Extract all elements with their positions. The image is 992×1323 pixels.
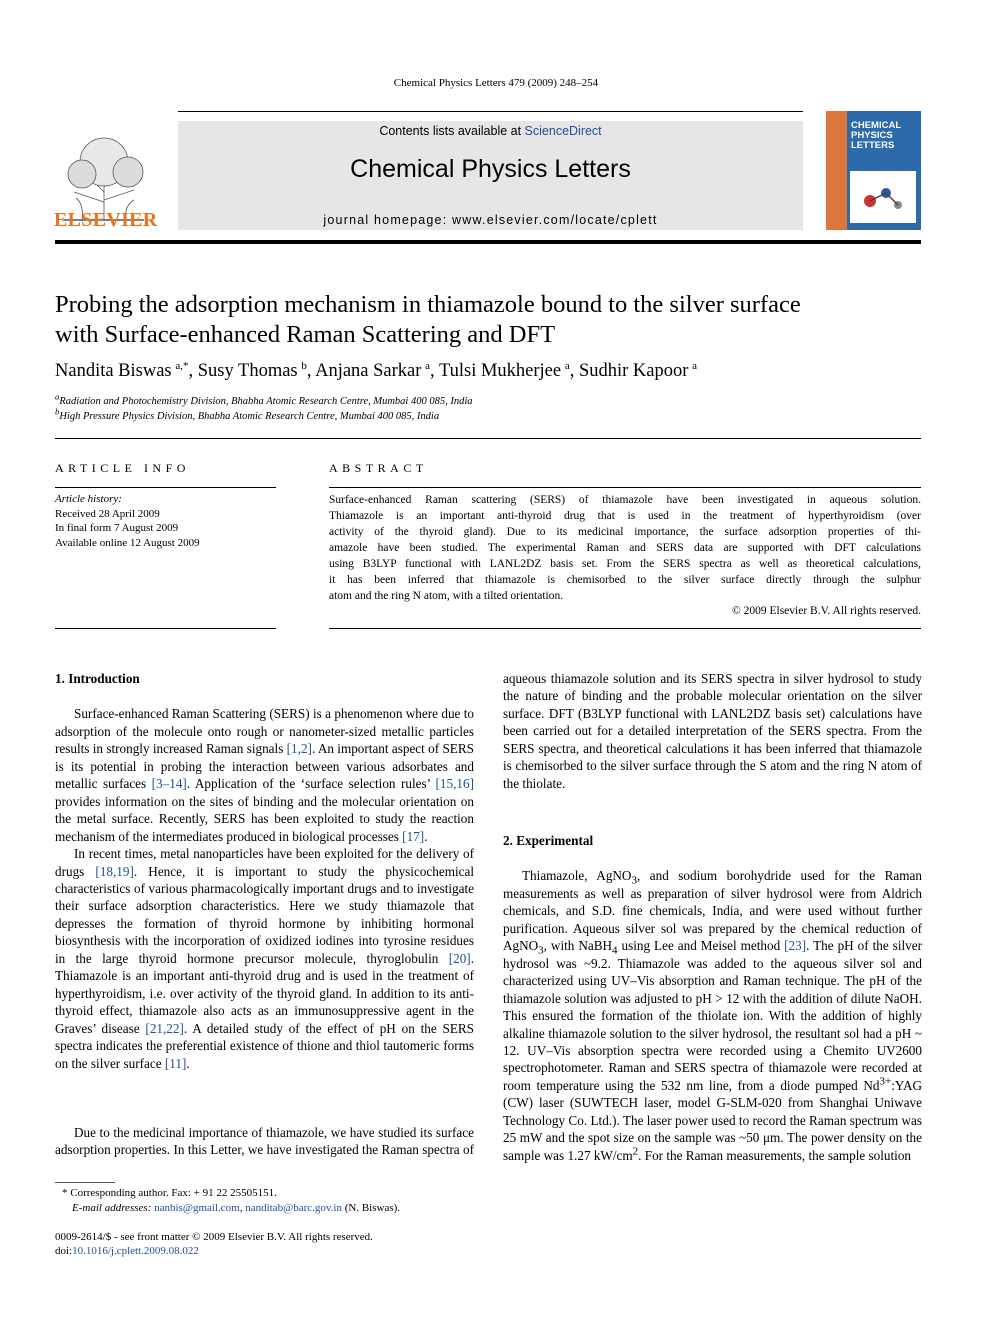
history-received: Received 28 April 2009	[55, 507, 160, 520]
abstract-text	[329, 492, 921, 604]
citation-link[interactable]: [20]	[448, 950, 471, 966]
article-history	[55, 492, 200, 550]
intro-heading: 1. Introduction	[55, 671, 140, 686]
abstract-line: it has been inferred that thiamazole is chemisorbed to the silver surface directly through the sulphur	[329, 574, 921, 586]
experimental-paragraph	[503, 867, 922, 1164]
citation-link[interactable]: [18,19]	[95, 863, 134, 879]
running-header: Chemical Physics Letters 479 (2009) 248–254	[393, 77, 599, 89]
text: . For the Raman measurements, the sample solution	[638, 1147, 912, 1163]
text: using Lee and Meisel method	[617, 938, 785, 954]
article-info-rule	[55, 487, 276, 488]
text: .	[186, 1055, 190, 1071]
citation-link[interactable]: [23]	[784, 938, 807, 954]
experimental-heading: 2. Experimental	[503, 833, 594, 848]
article-info-bottom-rule	[55, 628, 276, 629]
author-affiliation-mark: a	[564, 359, 570, 372]
cover-title	[851, 121, 901, 151]
footnote-rule	[55, 1182, 115, 1183]
experimental-section	[503, 832, 922, 1164]
text: In recent times, metal nanoparticles have been exploited for the delivery of drugs	[55, 846, 474, 879]
cover-title-line3: LETTERS	[851, 140, 895, 151]
affiliation	[55, 391, 473, 407]
intro-paragraph-1	[55, 705, 474, 845]
text: . The pH of the silver hydrosol was ~9.2. Thiamazole was added to the aqueous silver sol and characterized using UV–Vis absorption and Raman technique. The pH of the thiamazole solution was adjusted to pH > 12 with the addition of dilute NaOH. This ensured the formation of the thiolate ion. With the addition of highly alkaline thiamazole solution to the silver hydrosol, the resultant sol had a pH ~ 12. UV–Vis absorption spectra were recorded using a Chemito UV2600 spectrophotometer. Raman and SERS spectra of thiamazole were recorded at room temperature using the 532 nm line, from a diode pumped Nd	[503, 938, 922, 1093]
affiliation-rule	[55, 438, 921, 439]
history-online: Available online 12 August 2009	[55, 536, 200, 549]
superscript: 3+	[879, 1075, 892, 1088]
citation-link[interactable]: [21,22]	[145, 1020, 184, 1036]
header-bottom-rule	[55, 240, 921, 244]
abstract-bottom-rule	[329, 628, 921, 629]
text: . A detailed study of the effect of pH on the SERS spectra indicates the preferential existence of thione and thiol tautomeric forms on the silver surface	[55, 1020, 475, 1071]
text: . Thiamazole is an important anti-thyroid drug and is used in the treatment of hyperthyroidism, i.e. over activity of the thyroid gland. In addition to its anti-thyroid effect, thiamazole also acts as an immunosuppressive agent in the Graves’ disease	[55, 950, 474, 1036]
corresponding-author-note: * Corresponding author. Fax: + 91 22 25505151.	[62, 1187, 277, 1199]
author-name[interactable]: Susy Thomas	[197, 361, 298, 381]
cover-molecule-icon	[850, 171, 916, 223]
affiliation	[55, 406, 440, 422]
affiliation-text: High Pressure Physics Division, Bhabha Atomic Research Centre, Mumbai 400 085, India	[59, 411, 440, 422]
citation-link[interactable]: [11]	[164, 1055, 187, 1071]
abstract-line: amazole have been studied. The experimental Raman and SERS data are supported with DFT calculations	[329, 542, 921, 554]
history-label: Article history:	[55, 493, 122, 505]
affiliation-text: Radiation and Photochemistry Division, Bhabha Atomic Research Centre, Mumbai 400 085, India	[59, 396, 473, 407]
text: . Hence, it is important to study the physicochemical characteristics of various pharmacologically important drugs and to investigate their surface adsorption characteristics. Here we study thiamazole that depresses the formation of thyroid hormone by inhibiting hormonal biosynthesis with the incorporation of oxidized iodines into tyrosine residues in the large thyroid hormone precursor molecule, thyroglobulin	[55, 863, 474, 966]
publisher-logo-text: ELSEVIER	[54, 209, 158, 231]
contents-prefix: Contents lists available at	[379, 124, 525, 138]
text: , with NaBH	[543, 938, 613, 954]
citation-link[interactable]: [15,16]	[435, 776, 474, 792]
email-link[interactable]: nanbis@gmail.com	[154, 1202, 240, 1214]
author-affiliation-mark: b	[301, 359, 307, 372]
text: . An important aspect of SERS is its potential in probing the interaction between various adsorbates and metallic surfaces	[55, 741, 474, 792]
subscript: 4	[612, 944, 618, 957]
author-affiliation-mark: a,*	[175, 359, 189, 372]
intro-paragraph-3-cont: aqueous thiamazole solution and its SERS spectra in silver hydrosol to study the nature of binding and the probable molecular orientation on the silver surface. DFT (B3LYP functional with LANL2DZ basis set) calculations have been carried out for a detailed interpretation of the SERS spectra. From the SERS spectra, and theoretical calculations it has been inferred that thiamazole is chemisorbed to the silver surface through the S atom and the ring N atom of the thiolate.	[503, 670, 922, 791]
intro-paragraph-3: Due to the medicinal importance of thiamazole, we have studied its surface adsorption properties. In this Letter, we have investigated the Raman spectra of	[55, 1125, 474, 1158]
abstract-line: atom and the ring N atom, with a tilted orientation.	[329, 590, 564, 602]
text: (N. Biswas).	[341, 1202, 401, 1214]
header-top-rule	[178, 111, 803, 112]
doi-line	[55, 1245, 199, 1257]
intro-paragraph-2	[55, 845, 474, 1072]
email-label: E-mail addresses:	[72, 1202, 152, 1214]
superscript: 2	[632, 1145, 639, 1158]
abstract-line: Surface-enhanced Raman scattering (SERS) of thiamazole have been investigated in aqueous solution.	[329, 494, 921, 506]
intro-paragraph-3-start	[55, 1124, 474, 1160]
doi-link[interactable]: 10.1016/j.cplett.2009.08.022	[72, 1245, 199, 1257]
intro-section	[55, 670, 474, 1072]
author-affiliation-mark: a	[692, 359, 698, 372]
text: :YAG (CW) laser (SUWTECH laser, model G-SLM-020 from Shanghai Uniwave Technology Co. Ltd.). The laser power used to record the Raman spectrum was 25 mW and the spot size on the sample was ~50 μm. The power density on the sample was 1.27 kW/cm	[503, 1077, 922, 1163]
text: , and sodium borohydride used for the Raman measurements as well as preparation of silver hydrosol were from Aldrich chemicals, and S.D. fine chemicals, India, and were used without further purification. Aqueous silver sol was prepared by the chemical reduction of AgNO	[503, 868, 922, 954]
abstract-copyright: © 2009 Elsevier B.V. All rights reserved.	[732, 605, 921, 617]
abstract-heading: ABSTRACT	[329, 461, 428, 475]
author-name[interactable]: Tulsi Mukherjee	[438, 361, 562, 381]
history-final-form: In final form 7 August 2009	[55, 522, 179, 534]
subscript: 3	[538, 944, 544, 957]
citation-link[interactable]: [1,2]	[286, 741, 312, 757]
cover-side-strip	[826, 111, 847, 230]
citation-link[interactable]: [17]	[402, 828, 425, 844]
affiliation-mark: b	[55, 406, 60, 417]
journal-cover-image	[826, 111, 921, 230]
subscript: 3	[631, 875, 637, 888]
sciencedirect-link[interactable]: ScienceDirect	[524, 124, 602, 138]
doi-label: doi:	[55, 1245, 73, 1257]
text: . Application of the ‘surface selection rules’	[186, 776, 436, 792]
affiliation-mark: a	[55, 391, 60, 402]
journal-name: Chemical Physics Letters	[350, 155, 631, 183]
abstract-line: using B3LYP functional with LANL2DZ basis set. From the SERS spectra as well as theoretical calculations,	[329, 558, 921, 570]
journal-homepage[interactable]: journal homepage: www.elsevier.com/locate/cplett	[323, 213, 658, 227]
author-list: Nandita Biswas $^{a,*}$, Susy Thomas $^b$, Anjana Sarkar $^a$, Tulsi Mukherjee $^a$, Sudhir Kapoor $^a$	[55, 359, 698, 381]
email-link[interactable]: nanditab@barc.gov.in	[245, 1202, 342, 1214]
cover-title-line1: CHEMICAL	[851, 120, 902, 131]
cover-title-line2: PHYSICS	[851, 130, 893, 141]
intro-paragraph-3-continued	[503, 670, 922, 810]
text: ,	[239, 1202, 246, 1214]
abstract-line: activity of the thyroid gland). Due to its medicinal importance, the surface adsorption properties of thi-	[329, 526, 921, 538]
abstract-line: Thiamazole is an important anti-thyroid drug that is used in the treatment of hyperthyroidism (over	[329, 510, 921, 522]
article-title-line2: with Surface-enhanced Raman Scattering and DFT	[55, 321, 556, 348]
text: provides information on the sites of binding and the molecular orientation on the metal surface. Recently, SERS has been exploited to study the reaction mechanism of the intermediates produced in biological processes	[55, 793, 474, 844]
text: Surface-enhanced Raman Scattering (SERS) is a phenomenon where due to adsorption of the molecule onto rough or nanometer-sized metallic particles results in strongly increased Raman signals	[55, 706, 474, 757]
author-name[interactable]: Sudhir Kapoor	[578, 361, 689, 381]
citation-link[interactable]: [3–14]	[151, 776, 187, 792]
contents-line	[178, 124, 803, 138]
journal-banner	[178, 121, 803, 230]
article-title-line1: Probing the adsorption mechanism in thiamazole bound to the silver surface	[55, 291, 801, 318]
article-info-heading: ARTICLE INFO	[55, 461, 190, 475]
text: Thiamazole, AgNO	[522, 868, 632, 884]
author-affiliation-mark: a	[425, 359, 431, 372]
text: .	[424, 828, 428, 844]
author-name[interactable]: Anjana Sarkar	[315, 361, 422, 381]
issn-line: 0009-2614/$ - see front matter © 2009 Elsevier B.V. All rights reserved.	[55, 1231, 373, 1243]
author-name[interactable]: Nandita Biswas	[55, 361, 172, 381]
abstract-rule	[329, 487, 921, 488]
article-title	[55, 290, 935, 350]
email-note	[72, 1202, 400, 1214]
